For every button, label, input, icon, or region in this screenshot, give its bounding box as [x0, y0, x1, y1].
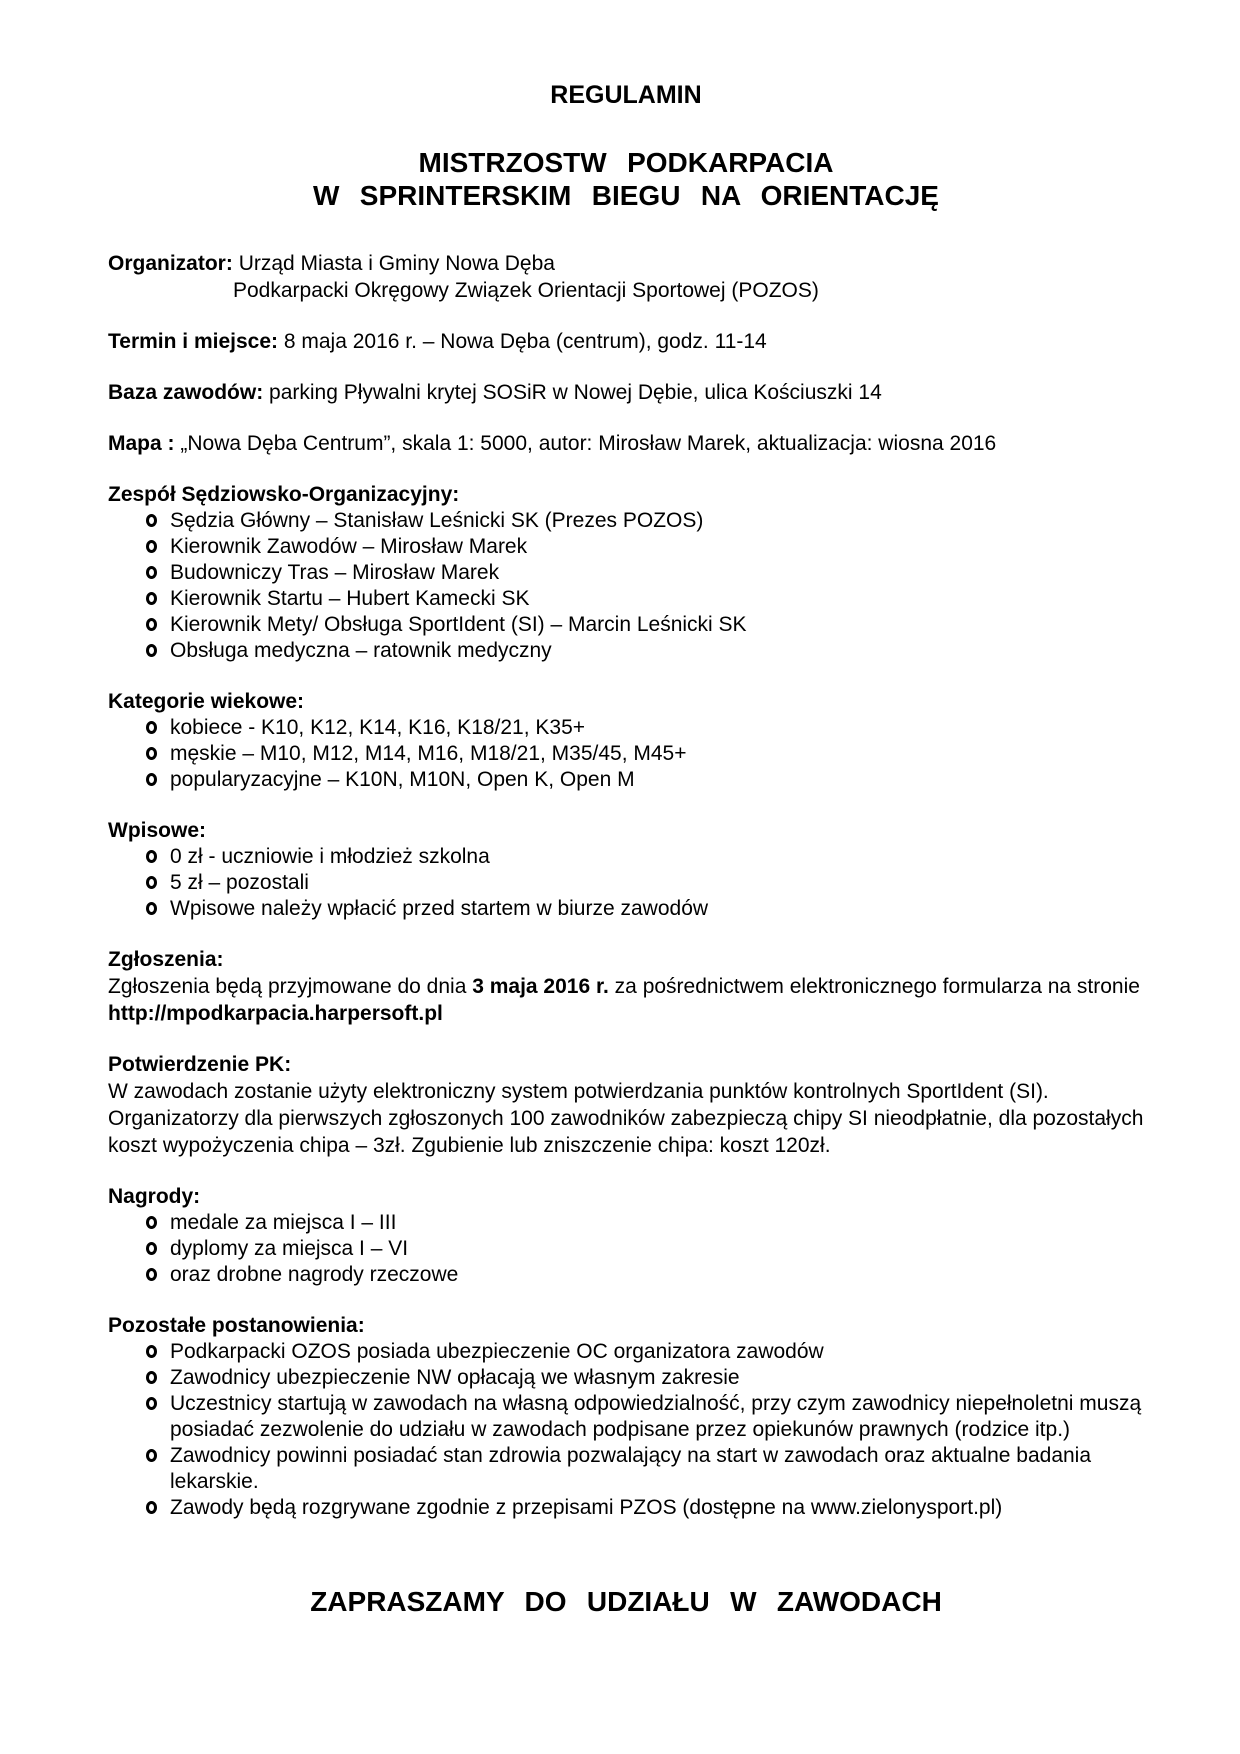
organizer-line-1 [108, 250, 1144, 277]
prizes-item-text: dyplomy za miejsca I – VI [170, 1237, 409, 1260]
entries-section [108, 946, 1144, 1027]
entries-paragraph [108, 973, 1144, 1027]
other-item-text: Podkarpacki OZOS posiada ubezpieczenie OC organizatora zawodów [170, 1340, 824, 1363]
entries-url: http://mpodkarpacia.harpersoft.pl [108, 1002, 443, 1025]
prizes-list [108, 1210, 1144, 1288]
other-provisions-heading: Pozostałe postanowienia: [108, 1314, 365, 1337]
categories-item-text: kobiece - K10, K12, K14, K16, K18/21, K35+ [170, 716, 586, 739]
circle-bullet-icon [146, 1242, 157, 1255]
prizes-section [108, 1183, 1144, 1288]
jury-list [108, 508, 1144, 664]
circle-bullet-icon [146, 618, 157, 631]
circle-bullet-icon [146, 1449, 157, 1462]
fees-heading: Wpisowe: [108, 819, 206, 842]
other-item-text: Zawody będą rozgrywane zgodnie z przepisami PZOS (dostępne na www.zielonysport.pl) [170, 1496, 1003, 1519]
prizes-item-text: medale za miejsca I – III [170, 1211, 397, 1234]
categories-item-text: męskie – M10, M12, M14, M16, M18/21, M35/45, M45+ [170, 742, 687, 765]
list-item [108, 1365, 1144, 1391]
entries-text-middle: za pośrednictwem elektronicznego formularza na stronie [608, 975, 1140, 998]
organizer-label: Organizator: [108, 252, 233, 275]
map-value: „Nowa Dęba Centrum”, skala 1: 5000, autor: Mirosław Marek, aktualizacja: wiosna 2016 [180, 432, 997, 455]
organizer-line-2: Podkarpacki Okręgowy Związek Orientacji Sportowej (POZOS) [233, 279, 819, 302]
circle-bullet-icon [146, 1345, 157, 1358]
list-item [108, 741, 1144, 767]
circle-bullet-icon [146, 644, 157, 657]
event-base-label: Baza zawodów: [108, 381, 264, 404]
map-line [108, 430, 1144, 457]
list-item [108, 715, 1144, 741]
jury-item-text: Obsługa medyczna – ratownik medyczny [170, 639, 552, 662]
list-item [108, 586, 1144, 612]
jury-item-text: Kierownik Zawodów – Mirosław Marek [170, 535, 528, 558]
prizes-heading: Nagrody: [108, 1185, 201, 1208]
list-item [108, 1339, 1144, 1365]
other-provisions-list [108, 1339, 1144, 1521]
other-provisions-section [108, 1312, 1144, 1521]
circle-bullet-icon [146, 876, 157, 889]
list-item [108, 1210, 1144, 1236]
list-item [108, 1391, 1144, 1443]
circle-bullet-icon [146, 514, 157, 527]
event-base-line [108, 379, 1144, 406]
entries-deadline: 3 maja 2016 r. [472, 975, 609, 998]
fees-section [108, 817, 1144, 922]
categories-list [108, 715, 1144, 793]
date-place-value: 8 maja 2016 r. – Nowa Dęba (centrum), godz. 11-14 [283, 330, 767, 353]
jury-item-text: Kierownik Startu – Hubert Kamecki SK [170, 587, 530, 610]
circle-bullet-icon [146, 1216, 157, 1229]
other-item-text: Zawodnicy ubezpieczenie NW opłacają we własnym zakresie [170, 1366, 740, 1389]
punching-heading: Potwierdzenie PK: [108, 1053, 292, 1076]
circle-bullet-icon [146, 721, 157, 734]
circle-bullet-icon [146, 1397, 157, 1410]
other-item-text: Uczestnicy startują w zawodach na własną odpowiedzialność, przy czym zawodnicy niepełnoletni muszą posiadać zezwolenie do udziału w zawodach podpisane przez opiekunów prawnych (rodzice itp.) [170, 1392, 1142, 1441]
date-place-line [108, 328, 1144, 355]
fees-item-text: 5 zł – pozostali [170, 871, 309, 894]
closing-invitation: ZAPRASZAMY DO UDZIAŁU W ZAWODACH [310, 1586, 942, 1617]
circle-bullet-icon [146, 540, 157, 553]
list-item [108, 1262, 1144, 1288]
jury-heading: Zespół Sędziowsko-Organizacyjny: [108, 483, 460, 506]
list-item [108, 767, 1144, 793]
jury-item-text: Sędzia Główny – Stanisław Leśnicki SK (Prezes POZOS) [170, 509, 704, 532]
prizes-item-text: oraz drobne nagrody rzeczowe [170, 1263, 459, 1286]
event-base-value: parking Pływalni krytej SOSiR w Nowej Dębie, ulica Kościuszki 14 [269, 381, 882, 404]
punching-paragraph: W zawodach zostanie użyty elektroniczny system potwierdzania punktów kontrolnych SportIdent (SI). Organizatorzy dla pierwszych zgłoszonych 100 zawodników zabezpieczą chipy SI nieodpłatnie, dla pozostałych koszt wypożyczenia chipa – 3zł. Zgubienie lub zniszczenie chipa: koszt 120zł. [108, 1080, 1144, 1157]
circle-bullet-icon [146, 902, 157, 915]
list-item [108, 1236, 1144, 1262]
circle-bullet-icon [146, 850, 157, 863]
jury-item-text: Budowniczy Tras – Mirosław Marek [170, 561, 500, 584]
list-item [108, 508, 1144, 534]
list-item [108, 638, 1144, 664]
other-item-text: Zawodnicy powinni posiadać stan zdrowia pozwalający na start w zawodach oraz aktualne badania lekarskie. [170, 1444, 1092, 1493]
fees-list [108, 844, 1144, 922]
entries-heading: Zgłoszenia: [108, 948, 224, 971]
circle-bullet-icon [146, 1268, 157, 1281]
list-item [108, 534, 1144, 560]
list-item [108, 844, 1144, 870]
list-item [108, 896, 1144, 922]
jury-item-text: Kierownik Mety/ Obsługa SportIdent (SI) – Marcin Leśnicki SK [170, 613, 747, 636]
circle-bullet-icon [146, 592, 157, 605]
fees-item-text: Wpisowe należy wpłacić przed startem w biurze zawodów [170, 897, 709, 920]
circle-bullet-icon [146, 566, 157, 579]
entries-text-before: Zgłoszenia będą przyjmowane do dnia [108, 975, 473, 998]
circle-bullet-icon [146, 1371, 157, 1384]
categories-section [108, 688, 1144, 793]
subtitle-line-1: MISTRZOSTW PODKARPACIA [418, 147, 834, 178]
jury-section [108, 481, 1144, 664]
list-item [108, 870, 1144, 896]
circle-bullet-icon [146, 1501, 157, 1514]
punching-section [108, 1051, 1144, 1159]
document-title: REGULAMIN [550, 81, 702, 109]
map-label: Mapa : [108, 432, 175, 455]
organizer-value-1: Urząd Miasta i Gminy Nowa Dęba [238, 252, 555, 275]
list-item [108, 1443, 1144, 1495]
circle-bullet-icon [146, 747, 157, 760]
list-item [108, 1495, 1144, 1521]
organizer-section [108, 250, 1144, 304]
categories-item-text: popularyzacyjne – K10N, M10N, Open K, Open M [170, 768, 635, 791]
document-subtitle [108, 146, 1144, 212]
date-place-label: Termin i miejsce: [108, 330, 279, 353]
fees-item-text: 0 zł - uczniowie i młodzież szkolna [170, 845, 490, 868]
subtitle-line-2: W SPRINTERSKIM BIEGU NA ORIENTACJĘ [313, 180, 939, 211]
list-item [108, 612, 1144, 638]
list-item [108, 560, 1144, 586]
circle-bullet-icon [146, 773, 157, 786]
categories-heading: Kategorie wiekowe: [108, 690, 305, 713]
